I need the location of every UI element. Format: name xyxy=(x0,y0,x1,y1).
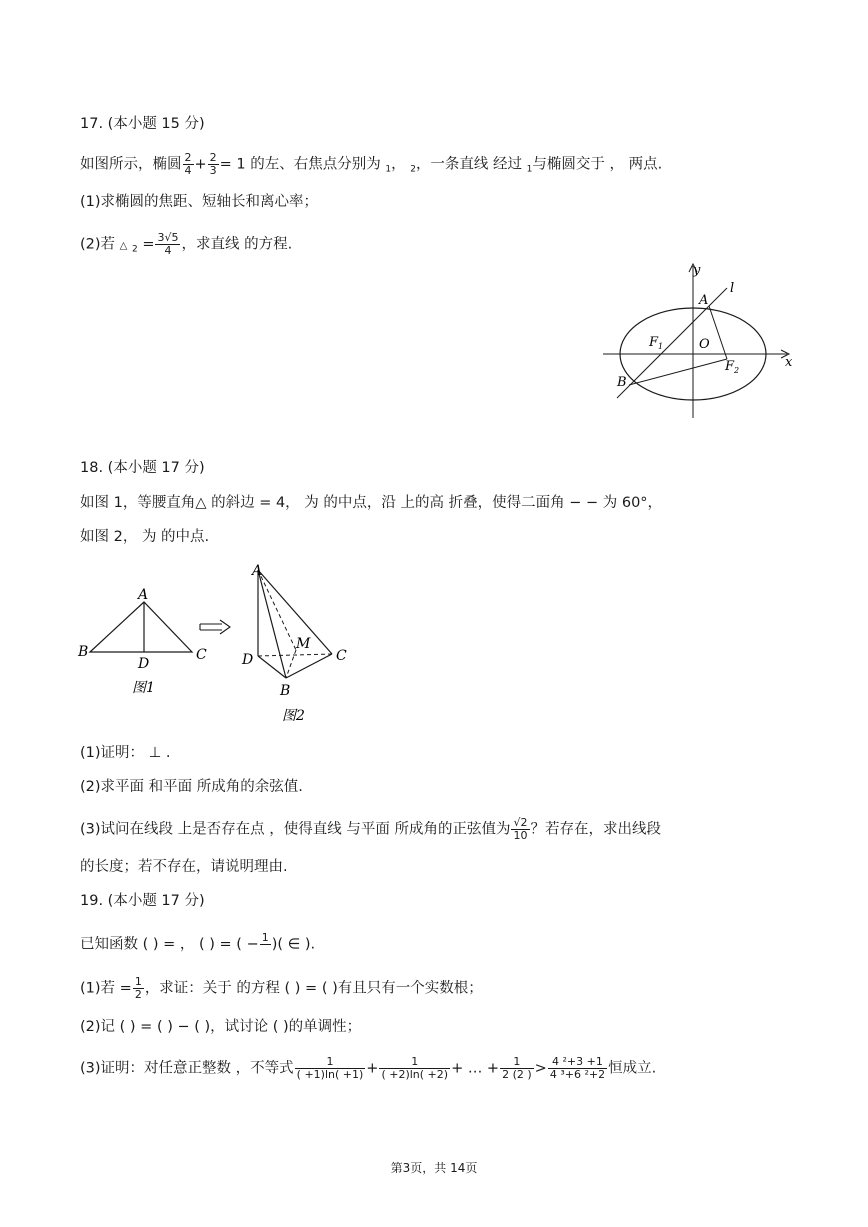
q17-part2: (2)若 △ $_2$ = $\frac{3√5}{4}$ ，求直线 的方程. xyxy=(80,231,293,257)
label-a: A xyxy=(699,293,709,308)
triangle-abc xyxy=(90,602,192,652)
q17-frac1: $\frac{2}{4}$ xyxy=(184,151,192,177)
fig1-label-d: D xyxy=(138,656,150,672)
q19-term1: $\frac{1}{( +1)\ln( +1)}$ xyxy=(296,1055,364,1081)
q18-line2: 如图 2， 为 的中点. xyxy=(80,529,210,545)
edge-dc-dashed xyxy=(258,654,332,656)
fig2-label-c: C xyxy=(336,648,347,664)
q19-part2: (2)记 ( ) = ( ) − ( )，试讨论 ( )的单调性； xyxy=(80,1019,362,1035)
label-l: l xyxy=(730,281,735,296)
q18-line1: 如图 1，等腰直角△ 的斜边 = 4， 为 的中点，沿 上的高 折叠，使得二面角 − − 为 60°， xyxy=(80,495,663,511)
q18-part1: (1)证明： ⊥ . xyxy=(80,745,171,761)
triangle-figure-1 xyxy=(72,582,222,700)
edge-am-dashed xyxy=(258,570,296,650)
fig2-caption: 图2 xyxy=(282,708,305,724)
q17-part1: (1)求椭圆的焦距、短轴长和离心率； xyxy=(80,194,319,210)
q19-frac: 1 xyxy=(261,931,269,944)
edge-db xyxy=(258,656,286,678)
line-l xyxy=(617,288,727,398)
label-y: y xyxy=(693,263,701,278)
fig1-caption: 图1 xyxy=(132,680,155,696)
q18-part2: (2)求平面 和平面 所成角的余弦值. xyxy=(80,779,303,795)
label-o: O xyxy=(699,337,710,352)
label-f2: $F_2$ xyxy=(725,359,740,375)
transform-arrow-icon xyxy=(198,617,232,637)
q19-header: 19. (本小题 17 分) xyxy=(80,893,205,909)
tetrahedron-figure-2 xyxy=(238,558,368,726)
page-footer: 第3页，共 14页 xyxy=(390,1161,478,1175)
q17-frac3: $\frac{3√5}{4}$ xyxy=(157,231,179,257)
q18-part3-cont: 的长度；若不存在，请说明理由. xyxy=(80,859,288,875)
q19-rhs: $\frac{\text{4 ²+3 +1}}{\text{4 ³+6 ²+2}}$ xyxy=(549,1055,606,1081)
label-x: x xyxy=(785,355,793,370)
q19-part3: (3)证明：对任意正整数 ，不等式 $\frac{1}{( +1)\ln( +1)}$ + $\frac{1}{( +2)\ln( +2)}$ + … + $\frac{1}{2 (2 )}$ > $\frac{\text{4 ²+3 +1}}{\text{4 ³+6 ²+2}}$ 恒成立. xyxy=(80,1055,657,1081)
fig2-label-b: B xyxy=(280,683,291,699)
fig2-label-a: A xyxy=(252,563,263,579)
fig2-label-d: D xyxy=(242,652,254,668)
label-f1: $F_1$ xyxy=(649,335,664,351)
q17-intro-a: 如图所示，椭圆 xyxy=(80,156,182,173)
q18-header: 18. (本小题 17 分) xyxy=(80,460,205,476)
q19-part1: (1)若 = $\frac{1}{2}$ ，求证：关于 的方程 ( ) = ( )有且只有一个实数根； xyxy=(80,975,483,1001)
label-b: B xyxy=(617,375,627,390)
fig1-label-c: C xyxy=(196,647,207,663)
q17-header: 17. (本小题 15 分) xyxy=(80,116,205,132)
fig1-label-a: A xyxy=(138,587,149,603)
ellipse-figure xyxy=(595,258,805,423)
q19-intro: 已知函数 ( ) = ， ( ) = ( − 1 )( ∈ ). xyxy=(80,932,315,957)
segment-af2 xyxy=(709,306,727,359)
q17-intro: 如图所示，椭圆 $\frac{2}{4}$ + $\frac{2}{3}$ = 1 的左、右焦点分别为 $_1$， $_2$，一条直线 经过 $_1$与椭圆交于 ， 两点. xyxy=(80,151,663,177)
q19-term2: $\frac{1}{( +2)\ln( +2)}$ xyxy=(381,1055,449,1081)
q19-term3: $\frac{1}{2 (2 )}$ xyxy=(502,1055,532,1081)
q19-half: $\frac{1}{2}$ xyxy=(134,975,142,1001)
fig1-label-b: B xyxy=(78,644,89,660)
q18-frac: $\frac{√2}{10}$ xyxy=(513,816,528,842)
q18-part3: (3)试问在线段 上是否存在点 ，使得直线 与平面 所成角的正弦值为 $\frac{√2}{10}$ ？若存在，求出线段 xyxy=(80,816,661,842)
q17-frac2: $\frac{2}{3}$ xyxy=(209,151,217,177)
fig2-label-m: M xyxy=(296,636,311,652)
